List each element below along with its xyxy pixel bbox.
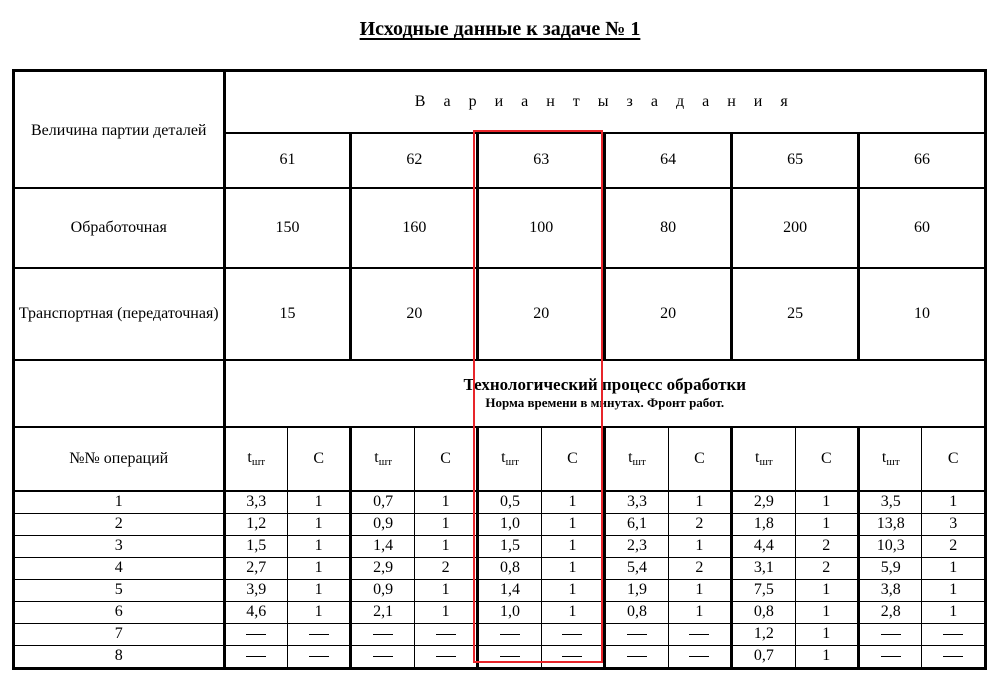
- dash-mark: [627, 634, 647, 635]
- operation-number: 4: [14, 557, 225, 579]
- table-cell: [859, 645, 922, 668]
- table-cell: 1: [795, 579, 858, 601]
- source-data-table: [12, 69, 987, 670]
- table-cell: 0,8: [605, 601, 668, 623]
- table-cell: 3: [922, 513, 986, 535]
- operation-number: 1: [14, 491, 225, 514]
- table-cell: 6,1: [605, 513, 668, 535]
- tech-process-title: Технологический процесс обработки: [463, 375, 747, 394]
- table-cell: 3,3: [605, 491, 668, 514]
- transport-value: 20: [351, 268, 478, 360]
- processing-value: 60: [859, 188, 986, 268]
- processing-value: 150: [224, 188, 351, 268]
- col-label-t: [224, 427, 287, 491]
- operation-number: 8: [14, 645, 225, 668]
- table-cell: 0,8: [478, 557, 541, 579]
- table-cell: [541, 645, 604, 668]
- table-cell: 1,0: [478, 601, 541, 623]
- col-label-t-main: t: [247, 449, 252, 466]
- tech-blank: [14, 360, 225, 427]
- table-cell: 2,3: [605, 535, 668, 557]
- table-cell: 3,5: [859, 491, 922, 514]
- table-cell: [351, 623, 414, 645]
- variant-number: 66: [859, 133, 986, 188]
- col-label-t-main: t: [374, 449, 379, 466]
- dash-mark: [689, 634, 709, 635]
- table-cell: 0,9: [351, 513, 414, 535]
- dash-mark: [373, 634, 393, 635]
- table-row: [14, 579, 986, 601]
- table-cell: 1,2: [732, 623, 795, 645]
- processing-label: Обработочная: [14, 188, 225, 268]
- table-cell: 2: [668, 513, 731, 535]
- processing-row: [14, 188, 986, 268]
- table-cell: 0,7: [732, 645, 795, 668]
- table-cell: 3,1: [732, 557, 795, 579]
- table-cell: 1,5: [478, 535, 541, 557]
- operation-number: 2: [14, 513, 225, 535]
- dash-mark: [309, 634, 329, 635]
- table-cell: 0,5: [478, 491, 541, 514]
- table-cell: [668, 645, 731, 668]
- col-label-c: C: [668, 427, 731, 491]
- col-label-t-sub: шт: [505, 456, 519, 468]
- table-cell: 1: [541, 513, 604, 535]
- dash-mark: [309, 656, 329, 657]
- dash-mark: [881, 634, 901, 635]
- table-cell: 1: [541, 535, 604, 557]
- table-cell: 1,2: [224, 513, 287, 535]
- table-cell: [478, 645, 541, 668]
- table-row: [14, 645, 986, 668]
- table-cell: [224, 645, 287, 668]
- dash-mark: [881, 656, 901, 657]
- col-label-t-sub: шт: [759, 456, 773, 468]
- table-cell: 1,4: [351, 535, 414, 557]
- table-cell: 0,7: [351, 491, 414, 514]
- col-label-t: [351, 427, 414, 491]
- col-label-c: C: [287, 427, 350, 491]
- table-cell: 2: [922, 535, 986, 557]
- table-cell: [668, 623, 731, 645]
- table-cell: 1: [795, 601, 858, 623]
- col-label-c: C: [414, 427, 477, 491]
- table-cell: [414, 623, 477, 645]
- table-cell: 1: [922, 579, 986, 601]
- transport-value: 15: [224, 268, 351, 360]
- table-cell: 1,5: [224, 535, 287, 557]
- col-label-t-sub: шт: [251, 456, 266, 468]
- operation-number: 6: [14, 601, 225, 623]
- table-row: [14, 491, 986, 514]
- dash-mark: [500, 656, 520, 657]
- dash-mark: [562, 656, 582, 657]
- variant-number: 61: [224, 133, 351, 188]
- col-label-t-sub: шт: [378, 456, 392, 468]
- table-cell: 2: [668, 557, 731, 579]
- col-label-t-main: t: [501, 449, 506, 466]
- table-cell: 1: [287, 579, 350, 601]
- col-label-t-main: t: [628, 449, 633, 466]
- table-cell: [605, 623, 668, 645]
- table-cell: [605, 645, 668, 668]
- variants-title: В а р и а н т ы з а д а н и я: [224, 71, 986, 133]
- table-cell: 1,9: [605, 579, 668, 601]
- batch-size-header: Величина партии деталей: [14, 71, 225, 188]
- dash-mark: [943, 656, 963, 657]
- dash-mark: [373, 656, 393, 657]
- table-cell: 1: [287, 535, 350, 557]
- table-cell: 2: [795, 557, 858, 579]
- table-cell: 2,9: [351, 557, 414, 579]
- table-cell: 1: [287, 601, 350, 623]
- table-cell: [922, 623, 986, 645]
- dash-mark: [943, 634, 963, 635]
- col-label-t: [859, 427, 922, 491]
- operation-number: 5: [14, 579, 225, 601]
- table-cell: 2: [795, 535, 858, 557]
- table-cell: 2,1: [351, 601, 414, 623]
- column-label-row: [14, 427, 986, 491]
- table-cell: 1: [414, 513, 477, 535]
- table-row: [14, 535, 986, 557]
- tech-process-subtitle: Норма времени в минутах. Фронт работ.: [485, 395, 725, 410]
- dash-mark: [436, 634, 456, 635]
- table-cell: 1: [414, 491, 477, 514]
- processing-value: 100: [478, 188, 605, 268]
- table-cell: 1: [668, 491, 731, 514]
- table-cell: 3,8: [859, 579, 922, 601]
- table-cell: [922, 645, 986, 668]
- table-cell: 7,5: [732, 579, 795, 601]
- transport-value: 20: [478, 268, 605, 360]
- table-cell: 1: [541, 557, 604, 579]
- col-label-t: [605, 427, 668, 491]
- table-cell: 1: [668, 579, 731, 601]
- dash-mark: [500, 634, 520, 635]
- col-label-t-sub: шт: [632, 456, 646, 468]
- tech-process-header: [224, 360, 986, 427]
- table-cell: 1: [414, 601, 477, 623]
- table-row: [14, 601, 986, 623]
- table-cell: [414, 645, 477, 668]
- processing-value: 160: [351, 188, 478, 268]
- variant-number: 64: [605, 133, 732, 188]
- table-row: [14, 623, 986, 645]
- table-cell: 1: [414, 535, 477, 557]
- transport-row: [14, 268, 986, 360]
- table-cell: 3,3: [224, 491, 287, 514]
- table-cell: 1: [922, 491, 986, 514]
- dash-mark: [246, 656, 266, 657]
- table-cell: [351, 645, 414, 668]
- table-cell: [859, 623, 922, 645]
- table-cell: 1: [922, 557, 986, 579]
- table-cell: 1: [795, 645, 858, 668]
- col-label-t-sub: шт: [886, 456, 900, 468]
- operations-label: №№ операций: [14, 427, 225, 491]
- dash-mark: [246, 634, 266, 635]
- table-cell: 3,9: [224, 579, 287, 601]
- operation-number: 7: [14, 623, 225, 645]
- table-cell: 10,3: [859, 535, 922, 557]
- dash-mark: [436, 656, 456, 657]
- table-cell: 5,9: [859, 557, 922, 579]
- table-cell: [541, 623, 604, 645]
- table-cell: 4,4: [732, 535, 795, 557]
- table-cell: 1: [668, 601, 731, 623]
- transport-value: 10: [859, 268, 986, 360]
- table-cell: 1: [795, 491, 858, 514]
- table-cell: 2: [414, 557, 477, 579]
- table-cell: 1: [795, 513, 858, 535]
- transport-label: Транспортная (передаточная): [14, 268, 225, 360]
- table-cell: 1: [922, 601, 986, 623]
- col-label-t: [478, 427, 541, 491]
- table-cell: 1: [414, 579, 477, 601]
- col-label-c: C: [541, 427, 604, 491]
- table-cell: 1,0: [478, 513, 541, 535]
- table-cell: [287, 645, 350, 668]
- col-label-t: [732, 427, 795, 491]
- table-row: [14, 513, 986, 535]
- table-cell: 2,8: [859, 601, 922, 623]
- table-cell: 4,6: [224, 601, 287, 623]
- table-cell: 1,8: [732, 513, 795, 535]
- table-row: [14, 557, 986, 579]
- col-label-t-main: t: [881, 449, 887, 466]
- col-label-c: C: [922, 427, 986, 491]
- table-cell: 1: [541, 601, 604, 623]
- processing-value: 200: [732, 188, 859, 268]
- page-title: Исходные данные к задаче № 1: [359, 18, 641, 40]
- table-cell: 1: [287, 557, 350, 579]
- table-cell: 1: [541, 491, 604, 514]
- table-cell: [287, 623, 350, 645]
- processing-value: 80: [605, 188, 732, 268]
- table-cell: 13,8: [859, 513, 922, 535]
- table-cell: 1: [287, 513, 350, 535]
- dash-mark: [627, 656, 647, 657]
- transport-value: 20: [605, 268, 732, 360]
- table-cell: 0,8: [732, 601, 795, 623]
- table-cell: 2,7: [224, 557, 287, 579]
- table-cell: [478, 623, 541, 645]
- variant-number: 62: [351, 133, 478, 188]
- variant-number: 65: [732, 133, 859, 188]
- table-cell: 2,9: [732, 491, 795, 514]
- dash-mark: [689, 656, 709, 657]
- dash-mark: [562, 634, 582, 635]
- table-cell: 1: [668, 535, 731, 557]
- table-cell: 5,4: [605, 557, 668, 579]
- table-cell: 1: [287, 491, 350, 514]
- operations-body: [14, 491, 986, 669]
- table-cell: 1: [541, 579, 604, 601]
- transport-value: 25: [732, 268, 859, 360]
- col-label-t-main: t: [754, 449, 760, 466]
- table-cell: 0,9: [351, 579, 414, 601]
- col-label-c: C: [795, 427, 858, 491]
- operation-number: 3: [14, 535, 225, 557]
- table-cell: [224, 623, 287, 645]
- table-cell: 1,4: [478, 579, 541, 601]
- table-cell: 1: [795, 623, 858, 645]
- variant-number: 63: [478, 133, 605, 188]
